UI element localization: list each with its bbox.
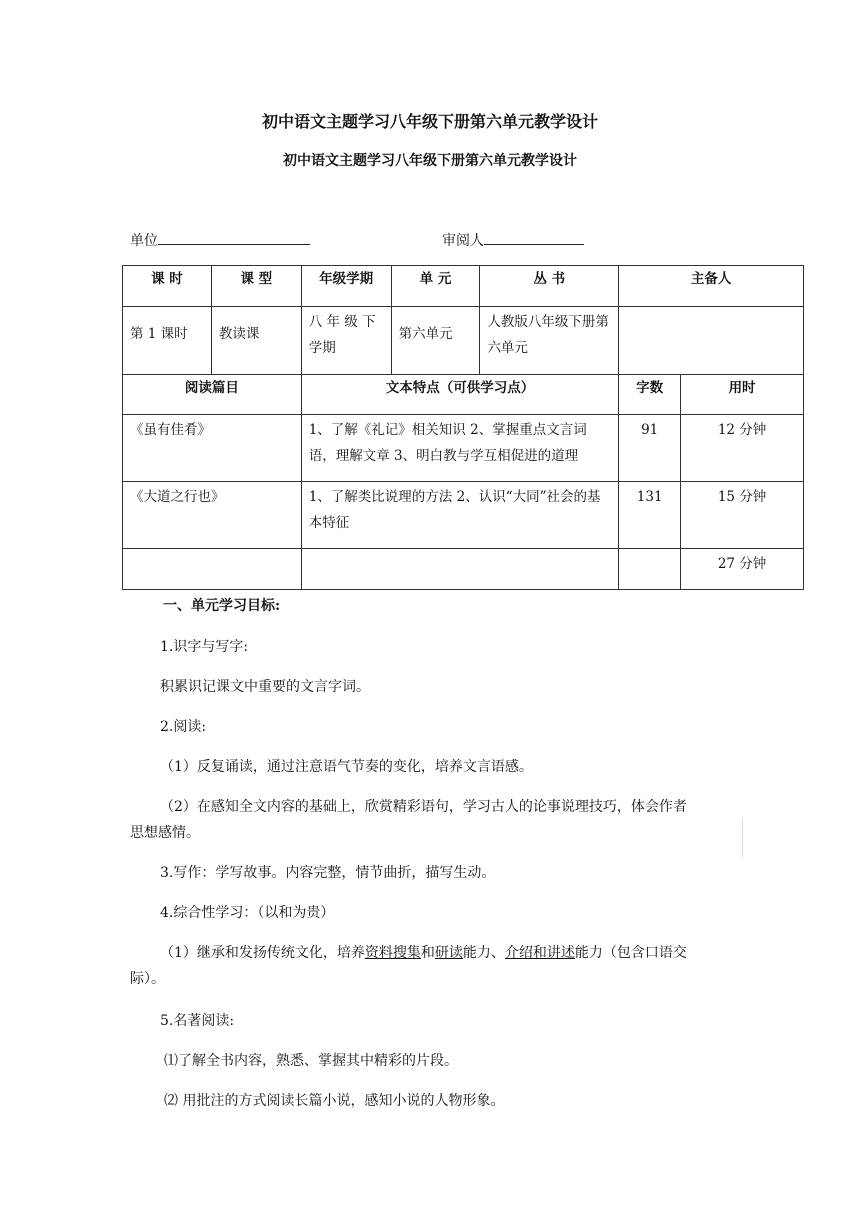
table-cell: 91 — [619, 415, 681, 482]
paragraph: ⑴了解全书内容，熟悉、掌握其中精彩的片段。 — [164, 1053, 458, 1069]
table-cell — [619, 307, 804, 375]
header-cell: 年级学期 — [301, 266, 391, 307]
paragraph: 思想感情。 — [130, 825, 200, 841]
text-run: （1）继承和发扬传统文化，培养 — [160, 945, 365, 961]
header-cell: 字数 — [619, 375, 681, 415]
unit-label: 单位 — [130, 233, 158, 249]
paragraph: （1）反复诵读，通过注意语气节奏的变化，培养文言语感。 — [160, 759, 533, 775]
table-cell: 1、了解类比说理的方法 2、认识“大同”社会的基本特征 — [301, 482, 618, 549]
paragraph: 积累识记课文中重要的文言字词。 — [160, 679, 370, 695]
reviewer-blank — [484, 230, 584, 245]
table-cell: 《虽有佳肴》 — [123, 415, 302, 482]
table-cell: 第六单元 — [391, 307, 480, 375]
table-cell: 第 1 课时 — [123, 307, 212, 375]
table-cell: 教读课 — [211, 307, 301, 375]
paragraph: （2）在感知全文内容的基础上，欣赏精彩语句，学习古人的论事说理技巧，体会作者 — [160, 799, 687, 815]
paragraph: 际）。 — [130, 971, 165, 987]
table-cell: 《大道之行也》 — [123, 482, 302, 549]
table-cell: 27 分钟 — [681, 549, 804, 590]
header-cell: 阅读篇目 — [123, 375, 302, 415]
table-header-row — [123, 375, 804, 415]
lesson-plan-table — [122, 265, 804, 590]
page-subtitle: 初中语文主题学习八年级下册第六单元教学设计 — [283, 153, 577, 169]
table-cell: 1、了解《礼记》相关知识 2、掌握重点文言词语，理解文章 3、明白教与学互相促进的道理 — [301, 415, 618, 482]
paragraph: ⑵ 用批注的方式阅读长篇小说，感知小说的人物形象。 — [164, 1093, 505, 1109]
text-run: 能力、 — [462, 945, 505, 961]
table-cell: 人教版八年级下册第六单元 — [480, 307, 619, 375]
table-cell: 12 分钟 — [681, 415, 804, 482]
page-title: 初中语文主题学习八年级下册第六单元教学设计 — [261, 112, 598, 131]
header-cell: 丛 书 — [480, 266, 619, 307]
reviewer-label: 审阅人 — [442, 233, 484, 249]
paragraph: 1.识字与写字: — [160, 639, 249, 655]
table-row — [123, 482, 804, 549]
paragraph: 4.综合性学习：（以和为贵） — [160, 905, 335, 921]
unit-field — [130, 230, 310, 250]
section-heading: 一、单元学习目标: — [163, 598, 281, 614]
table-cell: 15 分钟 — [681, 482, 804, 549]
paragraph: 5.名著阅读: — [160, 1013, 235, 1029]
header-cell: 单 元 — [391, 266, 480, 307]
header-cell: 主备人 — [619, 266, 804, 307]
text-run: 和 — [420, 945, 435, 961]
paragraph: 2.阅读: — [160, 719, 207, 735]
table-row — [123, 307, 804, 375]
underlined-text: 研读 — [434, 945, 463, 961]
unit-blank — [158, 230, 310, 245]
underlined-text: 介绍和讲述 — [504, 945, 575, 961]
table-cell: 131 — [619, 482, 681, 549]
header-cell: 课 型 — [211, 266, 301, 307]
table-cell — [619, 549, 681, 590]
table-cell — [301, 549, 618, 590]
table-row — [123, 415, 804, 482]
reviewer-field — [442, 230, 584, 250]
header-cell: 用时 — [681, 375, 804, 415]
table-row — [123, 549, 804, 590]
table-header-row — [123, 266, 804, 307]
header-cell: 文本特点（可供学习点） — [301, 375, 618, 415]
page-edge-mark — [742, 818, 743, 858]
underlined-text: 资料搜集 — [364, 945, 421, 961]
header-cell: 课 时 — [123, 266, 212, 307]
paragraph — [160, 942, 687, 962]
table-cell — [123, 549, 302, 590]
text-run: 能力（包含口语交 — [574, 945, 687, 961]
table-cell: 八 年 级 下学期 — [301, 307, 391, 375]
paragraph: 3.写作：学写故事。内容完整，情节曲折，描写生动。 — [160, 865, 496, 881]
